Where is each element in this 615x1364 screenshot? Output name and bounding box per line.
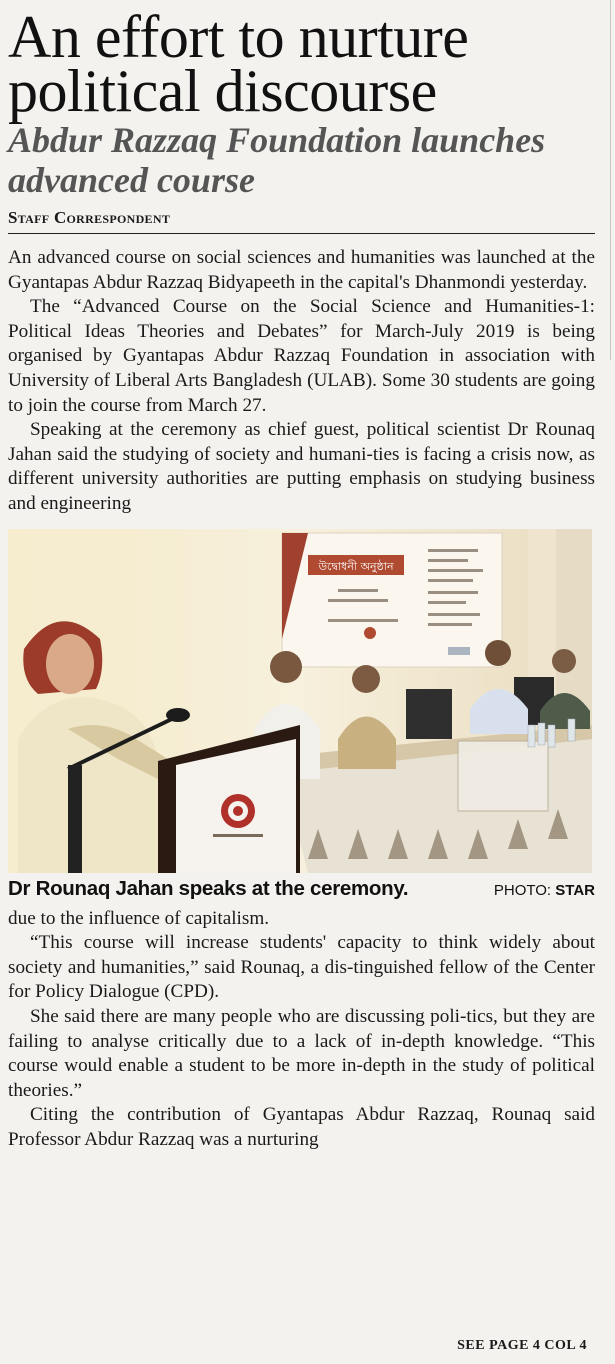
- photo-credit-source: STAR: [555, 881, 595, 899]
- paragraph: She said there are many people who are discussing poli-tics, but they are failing to analyse critically due to a lack of in-depth knowledge. “This course would enable a student to be more in-depth in the study of political theories.”: [8, 1005, 595, 1101]
- photo-illustration: [8, 529, 592, 873]
- column-rule: [610, 0, 611, 360]
- byline: Staff Correspondent: [8, 208, 595, 234]
- paragraph: “This course will increase students' capacity to think widely about society and humanities,” said Rounaq, a dis-tinguished fellow of the Center for Policy Dialogue (CPD).: [8, 932, 595, 1003]
- paragraph: Citing the contribution of Gyantapas Abdur Razzaq, Rounaq said Professor Abdur Razzaq was a nurturing: [8, 1104, 595, 1150]
- paragraph: Speaking at the ceremony as chief guest, political scientist Dr Rounaq Jahan said the studying of society and humani-ties is facing a crisis now, as different university authorities are putting emphasis on studying business and engineering: [8, 419, 595, 514]
- banner-heading: উদ্বোধনী অনুষ্ঠান: [318, 559, 394, 573]
- jump-line: SEE PAGE 4 COL 4: [457, 1338, 587, 1353]
- paragraph: due to the influence of capitalism.: [8, 907, 270, 929]
- event-photo: [8, 529, 592, 873]
- photo-credit: [494, 882, 595, 899]
- article-body-bottom: [8, 907, 595, 1153]
- photo-credit-label: PHOTO:: [493, 881, 552, 899]
- headline: An effort to nurture political discourse: [8, 4, 469, 124]
- photo-caption-row: [8, 877, 595, 905]
- paragraph: An advanced course on social sciences and humanities was launched at the Gyantapas Abdur Razzaq Bidyapeeth in the capital's Dhanmondi yesterday.: [8, 247, 595, 293]
- article-body-top: [8, 246, 595, 517]
- paragraph: The “Advanced Course on the Social Science and Humanities-1: Political Ideas Theories and Debates” for March-July 2019 is being organised by Gyantapas Abdur Razzaq Foundation in association with University of Liberal Arts Bangladesh (ULAB). Some 30 students are going to join the course from March 27.: [8, 296, 595, 416]
- photo-caption: Dr Rounaq Jahan speaks at the ceremony.: [8, 876, 409, 900]
- subheadline: Abdur Razzaq Foundation launches advanced course: [8, 120, 546, 200]
